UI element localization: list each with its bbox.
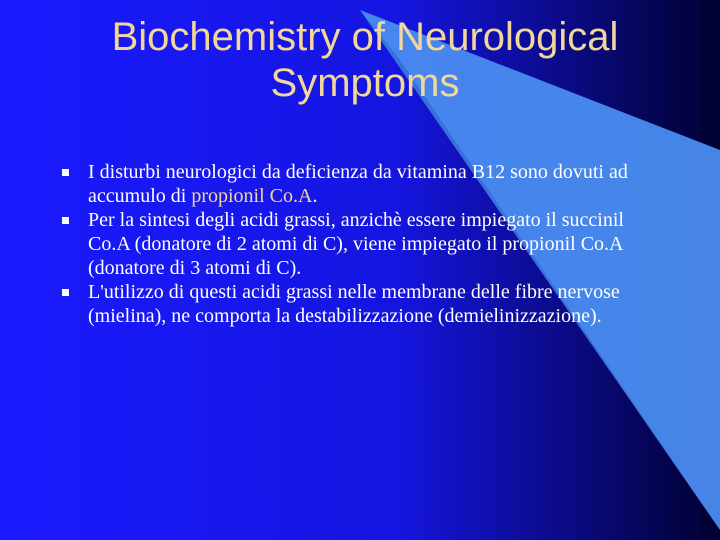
bullet-highlight-term: propionil Co.A: [191, 185, 313, 207]
square-bullet-icon: [62, 289, 69, 296]
bullet-item: [62, 160, 662, 208]
slide-title-line-1: Biochemistry of Neurological: [111, 15, 619, 59]
bullet-text: I disturbi neurologici da deficienza da vitamina B12 sono dovuti ad accumulo di: [88, 161, 628, 207]
square-bullet-icon: [62, 217, 69, 224]
bullet-list: [62, 160, 662, 328]
bullet-text: L'utilizzo di questi acidi grassi nelle membrane delle fibre nervose (mielina), ne comporta la destabilizzazione (demielinizzazione).: [88, 281, 620, 327]
bullet-text: Per la sintesi degli acidi grassi, anzichè essere impiegato il succinil Co.A (donatore di 2 atomi di C), viene impiegato il propionil Co.A (donatore di 3 atomi di C).: [88, 209, 624, 279]
bullet-item: [62, 280, 662, 328]
square-bullet-icon: [62, 169, 69, 176]
slide-title: [40, 14, 690, 106]
bullet-item: [62, 208, 662, 280]
slide-title-line-2: Symptoms: [270, 61, 460, 105]
bullet-text-end: .: [312, 185, 318, 207]
